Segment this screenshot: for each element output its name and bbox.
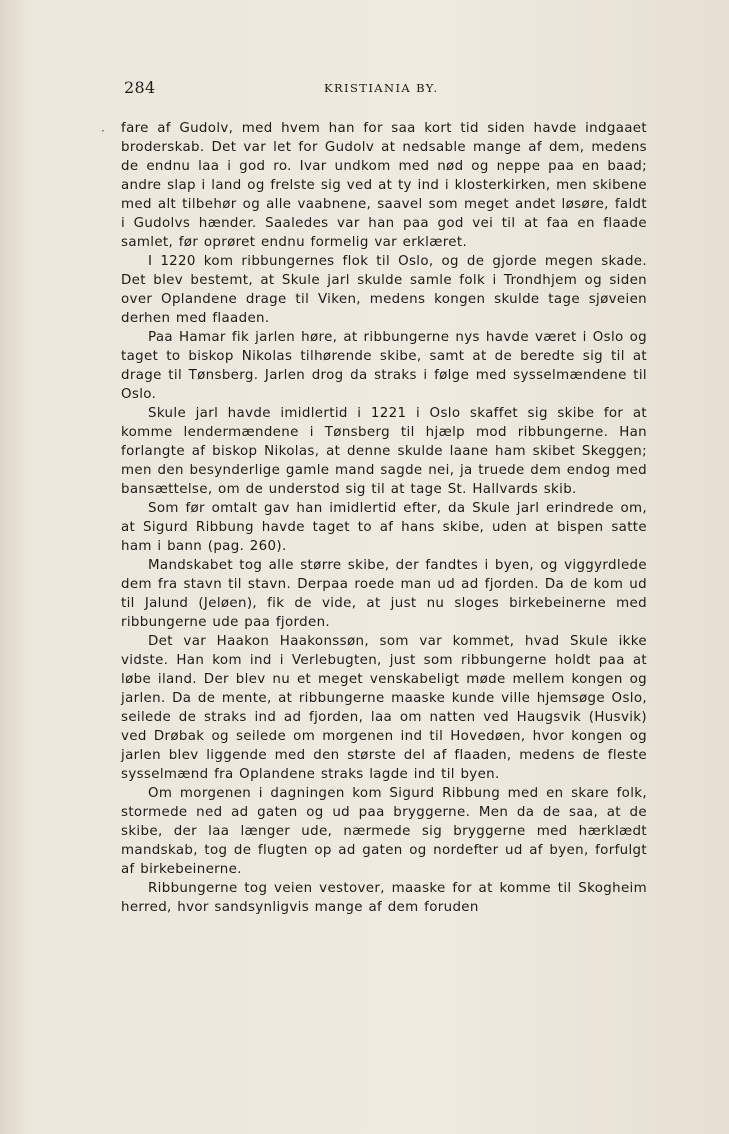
body-text [121,119,647,917]
paragraph-5: Som før omtalt gav han imidlertid efter, da Skule jarl erindrede om, at Sigurd Ribbung havde taget to af hans skibe, uden at bispen satte ham i bann (pag. 260). [121,501,647,554]
paragraph-7: Det var Haakon Haakonssøn, som var kommet, hvad Skule ikke vidste. Han kom ind i Verlebugten, just som ribbungerne holdt paa at løbe iland. Der blev nu et meget venskabeligt møde mellem kongen og jarlen. Da de mente, at ribbungerne maaske kunde ville hjemsøge Oslo, seilede de straks ind ad fjorden, laa om natten ved Haugsvik (Husvik) ved Drøbak og seilede om morgenen ind til Hovedøen, hvor kongen og jarlen blev liggende med den største del af flaaden, medens de fleste sysselmænd fra Oplandene straks lagde ind til byen. [121,634,647,782]
paragraph-4: Skule jarl havde imidlertid i 1221 i Oslo skaffet sig skibe for at komme lendermændene i Tønsberg til hjælp mod ribbungerne. Han forlangte af biskop Nikolas, at denne skulde laane ham skibet Skeggen; men den besynderlige gamle mand sagde nei, ja truede dem endog med bansættelse, om de understod sig til at tage St. Hallvards skib. [121,406,647,497]
paragraph-8: Om morgenen i dagningen kom Sigurd Ribbung med en skare folk, stormede ned ad gaten og ud paa bryggerne. Men da de saa, at de skibe, der laa længer ude, nærmede sig bryggerne med hærklædt mandskab, tog de flugten op ad gaten og nordefter ud af byen, forfulgt af birkebeinerne. [121,786,647,877]
page-number: 284 [124,78,156,97]
paragraph-2: I 1220 kom ribbungernes flok til Oslo, og de gjorde megen skade. Det blev bestemt, at Skule jarl skulde samle folk i Trondhjem og siden over Oplandene drage til Viken, medens kongen skulde tage sjøveien derhen med flaaden. [121,254,647,326]
page-header [124,78,650,102]
running-title: KRISTIANIA BY. [324,81,439,95]
paragraph-9: Ribbungerne tog veien vestover, maaske for at komme til Skogheim herred, hvor sandsynligvis mange af dem foruden [121,881,647,915]
paragraph-1: fare af Gudolv, med hvem han for saa kort tid siden havde indgaaet broderskab. Det var let for Gudolv at nedsable mange af dem, medens de endnu laa i god ro. Ivar undkom med nød og neppe paa en baad; andre slap i land og frelste sig ved at ty ind i klosterkirken, men skibene med alt tilbehør og alle vaabnene, saavel som meget andet løsøre, faldt i Gudolvs hænder. Saaledes var han paa god vei til at faa en flaade samlet, før oprøret endnu formelig var erklæret. [121,121,647,250]
margin-mark: · [101,124,105,138]
paragraph-6: Mandskabet tog alle større skibe, der fandtes i byen, og viggyrdlede dem fra stavn til stavn. Derpaa roede man ud ad fjorden. Da de kom ud til Jalund (Jeløen), fik de vide, at just nu sloges birkebeinerne med ribbungerne ude paa fjorden. [121,558,647,630]
paragraph-3: Paa Hamar fik jarlen høre, at ribbungerne nys havde været i Oslo og taget to biskop Nikolas tilhørende skibe, samt at de beredte sig til at drage til Tønsberg. Jarlen drog da straks i følge med sysselmændene til Oslo. [121,330,647,402]
